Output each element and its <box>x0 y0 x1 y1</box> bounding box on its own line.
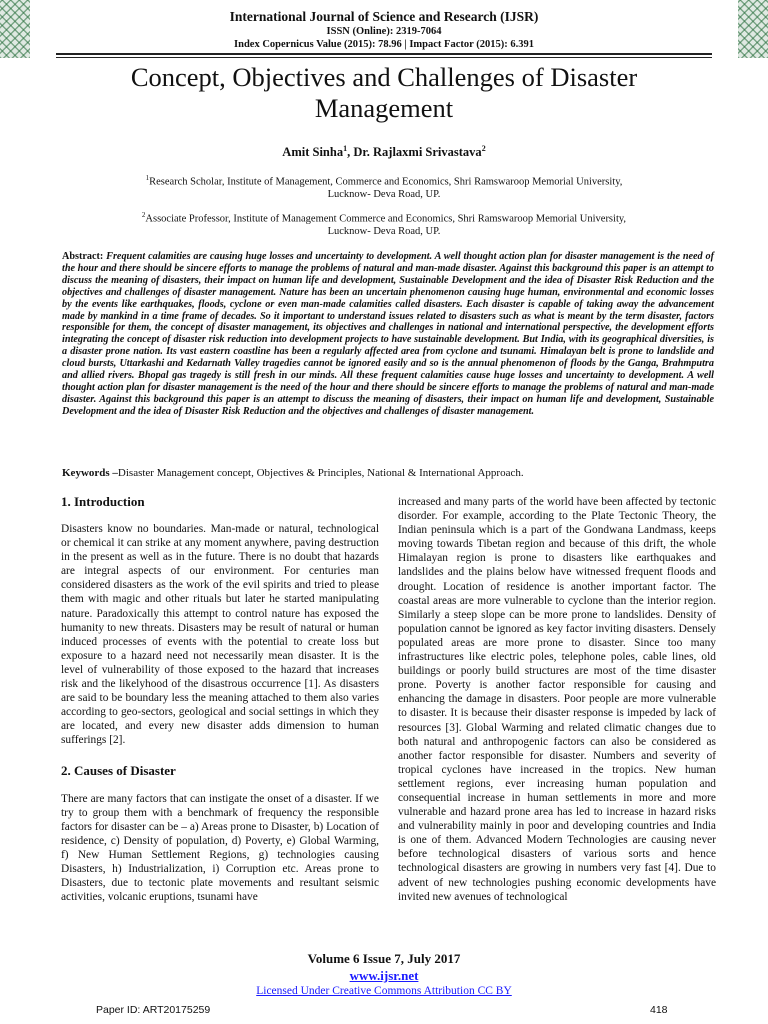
author-2-sup: 2 <box>481 144 486 153</box>
causes-continued-paragraph: increased and many parts of the world have been affected by tectonic disorder. For example, according to the Plate Tectonic Theory, the Indian peninsula which is a part of the Gondwana Landmass, keeps moving towards Tibetan region and because of this drift, the whole Himalayan region is prone to disasters like earthquakes and landslides and the plains below have witnessed frequent floods and drought. Location of residence is another important factor. The coastal areas are more vulnerable to cyclone than the interior region. Similarly a steep slope can be more prone to landslides. Density of population cannot be ignored as key factor inviting disasters. Densely populated areas are more prone to disaster. Since too many infrastructures like electric poles, telephone poles, cable lines, old buildings or poorly build structures are most of the time disaster prone. Poverty is another factor responsible for causing and enhancing the damage in disasters. Poor people are more vulnerable to disaster. It is because their disaster response is impeded by lack of resources [3]. Global Warming and related climatic changes due to both natural and anthropogenic factors can also be considered as another factor responsible for disaster. Numbers and severity of tropical cyclones have increased in the tropics. New human settlement regions, ever increasing human population and consequential increase in human settlements in more and more vulnerable and hazard prone area has led to increase in hazard risks and vulnerability mainly in poor and developing countries and India is one of them. Advanced Modern Technologies are causing never before technological disasters of various sorts and hence technological disasters are growing in numbers very fast [4]. Due to advent of new technologies pushing economic developments have invited new avenues of technological <box>398 496 716 903</box>
author-separator: , <box>347 145 354 160</box>
right-column <box>398 495 716 904</box>
causes-paragraph: There are many factors that can instigate the onset of a disaster. If we try to group them with a benchmark of frequency the responsible factors for disaster can be – a) Areas prone to Disaster, b) Location of residence, c) Density of population, d) Poverty, e) Global Warming, f) New Human Settlement Regions, g) technologies causing Disasters, h) Industrialization, i) Corruption etc. Areas prone to Disasters, due to tectonic plate movements and resultant seismic activities, volcanic eruptions, tsunami have <box>61 792 379 904</box>
license-link[interactable]: Licensed Under Creative Commons Attribution CC BY <box>256 985 512 997</box>
index-line: Index Copernicus Value (2015): 78.96 | Impact Factor (2015): 6.391 <box>234 39 534 50</box>
volume-issue: Volume 6 Issue 7, July 2017 <box>307 951 461 966</box>
affiliation-2-line2: Lucknow- Deva Road, UP. <box>327 226 441 237</box>
page-footer <box>0 950 768 998</box>
author-line <box>0 144 768 160</box>
journal-name: International Journal of Science and Research (IJSR) <box>229 9 539 24</box>
affiliation-2 <box>100 209 668 239</box>
keywords <box>62 467 714 480</box>
paper-id: Paper ID: ART20175259 <box>96 1004 211 1016</box>
affiliation-2-sup: 2 <box>141 211 146 219</box>
page-number: 418 <box>650 1004 668 1016</box>
author-1: Amit Sinha <box>282 145 344 160</box>
affiliation-1-line1: Research Scholar, Institute of Management, Commerce and Economics, Shri Ramswaroop Memorial University, <box>149 176 623 188</box>
section-heading-introduction: 1. Introduction <box>61 494 145 509</box>
left-column <box>61 494 379 904</box>
author-1-sup: 1 <box>343 144 348 153</box>
affiliation-1-sup: 1 <box>145 174 150 182</box>
issn-line: ISSN (Online): 2319-7064 <box>326 26 442 37</box>
paper-title: Concept, Objectives and Challenges of Disaster Management <box>130 62 638 123</box>
keywords-text: Disaster Management concept, Objectives & Principles, National & International Approach. <box>117 467 524 479</box>
introduction-paragraph: Disasters know no boundaries. Man-made or natural, technological or chemical it can strike at any moment anywhere, paving destruction in the present as well as in the future. There is no doubt that hazards are integral aspects of our environment. For centuries man considered disasters as the work of the evil spirits and tried to please them with magic and other rituals but later he started manipulating nature. Paradoxically this attempt to control nature has exposed the humanity to new threats. Disasters may be result of natural or human induced processes of events with the potential to create loss but exposure to a hazard need not necessarily mean disaster. It is the level of vulnerability of those exposed to the hazard that increases risk and the likelyhood of the disastrous occurrence [1]. As disasters are said to be boundary less the meaning attached to them also varies according to geo-sectors, geological and social settings in which they are located, and every new disaster adds dimension to human sufferings [2]. <box>61 523 379 747</box>
header-rule-thin <box>56 57 712 58</box>
abstract <box>62 251 714 418</box>
abstract-text: Frequent calamities are causing huge losses and uncertainty to development. A well thought action plan for disaster management is the need of the hour and there should be sincere efforts to manage the problems of natural and man-made disaster. Against this background this paper is an attempt to discuss the meaning of disasters, their impact on human life and development, Sustainable Development and the idea of Disaster Risk Reduction and the objectives and challenges of disaster management. Nature has been an uncertain phenomenon causing huge human, environmental and economic losses by the events like earthquakes, floods, cyclone or even man-made calamities called disasters. Each disaster is capable of taking away the advancement made by mankind in a time frame of decades. So it important to understand issues related to disasters such as what is meant by the term disaster, factors responsible for them, the concept of disaster management, its objectives and challenges in national and international perspective, the development efforts integrating the concept of disaster risk reduction into development projects to have sustainable development. But India, with its geographical diversities, is a disaster prone nation. Its vast eastern coastline has been a regularly affected area from cyclone and tsunami. Himalayan belt is prone to landslide and cloud bursts, Uttarkashi and Kedarnath Valley tragedies cannot be ignored easily and so is the annual phenomenon of floods by the Ganga, Brahmputra and allied rivers. Bhopal gas tragedy is still fresh in our minds. All these frequent calamities cause huge losses and uncertainty to development. A well thought action plan for disaster management is the need of the hour and there should be sincere efforts to manage the problems of natural and man-made disaster. Against this background this paper is an attempt to discuss the meaning of disasters, their impact on human life and development, Sustainable Development and the idea of Disaster Risk Reduction and the objectives and challenges of disaster management. <box>62 251 714 417</box>
abstract-label: Abstract: <box>62 251 104 262</box>
journal-header <box>0 9 768 51</box>
journal-website-link[interactable]: www.ijsr.net <box>349 968 419 983</box>
affiliation-2-line1: Associate Professor, Institute of Management Commerce and Economics, Shri Ramswaroop Memorial University, <box>145 213 627 225</box>
affiliation-1-line2: Lucknow- Deva Road, UP. <box>327 189 441 200</box>
section-heading-causes: 2. Causes of Disaster <box>61 762 176 778</box>
keywords-label: Keywords – <box>62 467 118 479</box>
affiliation-1 <box>100 172 668 202</box>
header-rule-thick <box>56 53 712 55</box>
author-2: Dr. Rajlaxmi Srivastava <box>353 145 482 160</box>
